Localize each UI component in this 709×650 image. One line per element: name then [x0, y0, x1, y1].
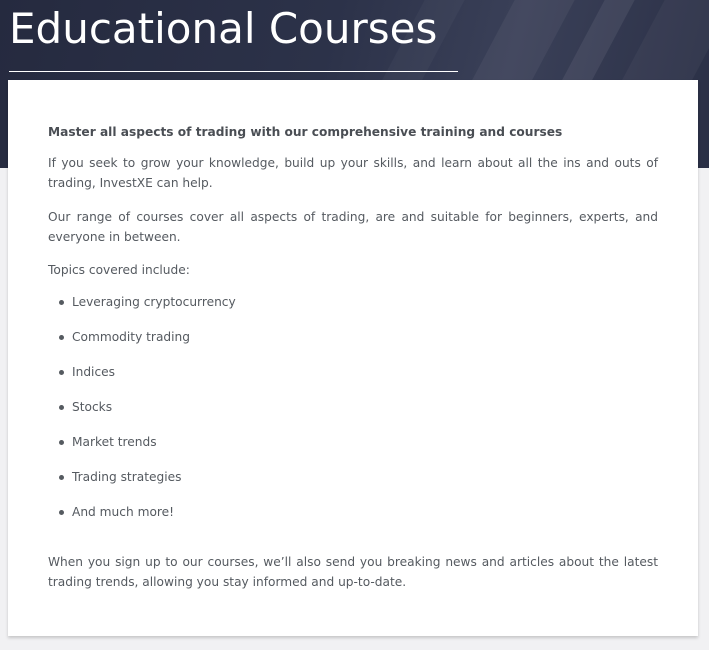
list-item	[48, 328, 658, 363]
topics-list	[48, 293, 658, 538]
bullet-icon	[59, 440, 64, 445]
intro-paragraph: If you seek to grow your knowledge, build up your skills, and learn about all the ins and outs of trading, InvestXE can help.	[48, 156, 658, 190]
list-item	[48, 398, 658, 433]
list-item	[48, 293, 658, 328]
bullet-icon	[59, 335, 64, 340]
list-item	[48, 433, 658, 468]
topic-label: Leveraging cryptocurrency	[72, 295, 236, 309]
bullet-icon	[59, 300, 64, 305]
list-item	[48, 363, 658, 398]
lead-heading: Master all aspects of trading with our comprehensive training and courses	[48, 125, 563, 139]
page-title: Educational Courses	[9, 4, 438, 53]
closing-paragraph: When you sign up to our courses, we’ll also send you breaking news and articles about the latest trading trends, allowing you stay informed and up-to-date.	[48, 555, 658, 589]
topics-label: Topics covered include:	[48, 263, 190, 277]
bullet-icon	[59, 510, 64, 515]
title-underline	[9, 71, 458, 72]
topic-label: Stocks	[72, 400, 113, 414]
topic-label: Commodity trading	[72, 330, 190, 344]
content-card	[8, 80, 698, 636]
courses-paragraph: Our range of courses cover all aspects of trading, are and suitable for beginners, experts, and everyone in between.	[48, 210, 658, 244]
topic-label: And much more!	[72, 505, 175, 519]
topic-label: Market trends	[72, 435, 157, 449]
list-item	[48, 468, 658, 503]
topic-label: Trading strategies	[72, 470, 182, 484]
topic-label: Indices	[72, 365, 115, 379]
bullet-icon	[59, 475, 64, 480]
list-item	[48, 503, 658, 538]
bullet-icon	[59, 405, 64, 410]
bullet-icon	[59, 370, 64, 375]
